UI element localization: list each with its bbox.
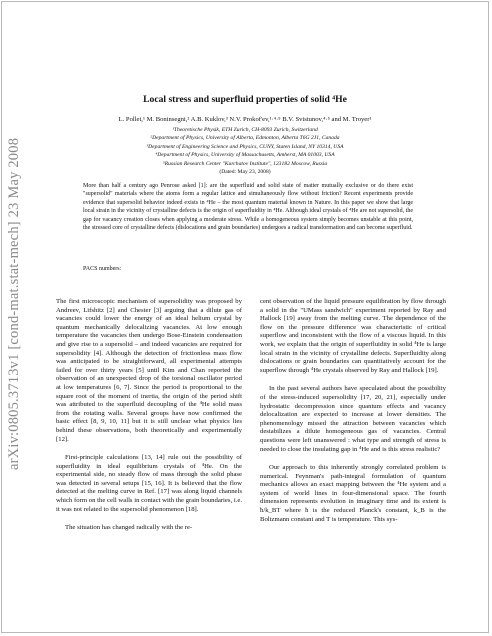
affiliation-line: ³Department of Engineering Science and Physics, CUNY, Staten Island, NY 10314, USA <box>146 143 344 150</box>
body-paragraph: In the past several authors have speculated about the possibility of the stress-induced supersolidity [17, 20, 21], especially under hydrostatic decompression since quantum effects and vacancy delocalization are expected to increase at lower densities. The phenomenology missed the attraction between vacancies which destabilizes a dilute homogeneous gas of vacancies. Central questions were left unanswered : what type and strength of stress is needed to close the insulating gap in ⁴He and is this stress realistic? <box>260 385 446 453</box>
pacs-numbers: PACS numbers: <box>83 266 122 272</box>
body-paragraph: Our approach to this inherently strongly correlated problem is numerical. Feynman's path-integral formulation of quantum mechanics allows an exact mapping between the ⁴He system and a system of world lines in four-dimensional space. The fourth dimension represents evolution in imaginary time and its extent is ħ/k_BT where ħ is the reduced Planck's constant, k_B is the Boltzmann constant and T is temperature. This sys- <box>260 464 446 523</box>
affiliation-list <box>60 126 430 168</box>
body-paragraph: cent observation of the liquid pressure equilibration by flow through a solid in the "UMass sandwich" experiment reported by Ray and Hallock [19] away from the melting curve. The dependence of the flow on the pressure difference was characteristic of critical superflow and inconsistent with the flow of a viscous liquid. In this work, we explain that the origin of superfluidity in solid ⁴He is large local strain in the vicinity of crystalline defects. Superfluidity along dislocations or grain boundaries can quantitatively account for the superflow through ⁴He crystals observed by Ray and Hallock [19]. <box>260 298 446 374</box>
abstract: More than half a century ago Penrose asked [1]: are the superfluid and solid state of matter mutually exclusive or do there exist "supersolid" materials where the atoms form a regular lattice and simultaneously flow without friction? Recent experiments provide evidence that supersolid behavior indeed exists in ⁴He – the most quantum material known in Nature. In this paper we show that large local strain in the vicinity of crystalline defects is the origin of superfluidity in ⁴He. Although ideal crystals of ⁴He are not supersolid, the gap for vacancy creation closes when applying a moderate stress. While a homogeneous system simply becomes unstable at this point, the stressed core of crystalline defects (dislocations and grain boundaries) undergoes a radical transformation and can become superfluid. <box>83 183 413 232</box>
author-list: L. Pollet,¹ M. Boninsegni,² A.B. Kuklov,³ N.V. Prokof'ev,¹·⁴·⁵ B.V. Svistunov,⁴·⁵ and M. Troyer¹ <box>118 116 372 123</box>
body-right-column <box>260 298 446 524</box>
arxiv-identifier-stamp: arXiv:0805.3713v1 [cond-mat.stat-mech] 23 May 2008 <box>6 137 22 470</box>
paper-title: Local stress and superfluid properties of solid ⁴He <box>143 94 347 105</box>
body-paragraph: The situation has changed radically with the re- <box>65 524 193 532</box>
body-paragraph: The first microscopic mechanism of supersolidity was proposed by Andreev, Lifshitz [2] and Chester [3] arguing that a dilute gas of vacancies could lower the energy of an ideal helium crystal by quantum mechanically delocalizing vacancies. At low enough temperature the vacancies then undergo Bose-Einstein condensation and give rise to a supersolid – and indeed vacancies are required for supersolidity [4]. Although the detection of frictionless mass flow was anticipated to be straightforward, all experimental attempts failed for over thirty years [5] until Kim and Chan reported the observation of an unexpected drop of the torsional oscillator period at low temperatures [6, 7]. Since the period is proportional to the square root of the moment of inertia, the origin of the period shift was attributed to the superfluid decoupling of the ⁴He solid mass from the rotating walls. Several groups have now confirmed the basic effect [8, 9, 10, 11] but it is still unclear what physics lies behind these observations, both theoretically and experimentally [12]. <box>56 298 242 443</box>
body-paragraph: First-principle calculations [13, 14] rule out the possibility of superfluidity in ideal equilibrium crystals of ⁴He. On the experimental side, no steady flow of mass through the solid phase was detected in several setups [15, 16]. It is believed that the flow detected at the melting curve in Ref. [17] was along liquid channels which form on the cell walls in contact with the grain boundaries, i.e. it was not related to the supersolid phenomenon [18]. <box>56 454 242 513</box>
affiliation-line: ⁵Russian Research Center "Kurchatov Institute", 123182 Moscow, Russia <box>162 160 328 167</box>
body-left-column <box>56 298 242 533</box>
affiliation-line: ²Department of Physics, University of Alberta, Edmonton, Alberta T6G 2J1, Canada <box>150 135 340 142</box>
affiliation-line: ¹Theoretische Physik, ETH Zurich, CH-8093 Zurich, Switzerland <box>172 127 318 133</box>
date-line: (Dated: May 23, 2008) <box>219 169 271 175</box>
affiliation-line: ⁴Department of Physics, University of Massachusetts, Amherst, MA 01003, USA <box>155 152 335 159</box>
